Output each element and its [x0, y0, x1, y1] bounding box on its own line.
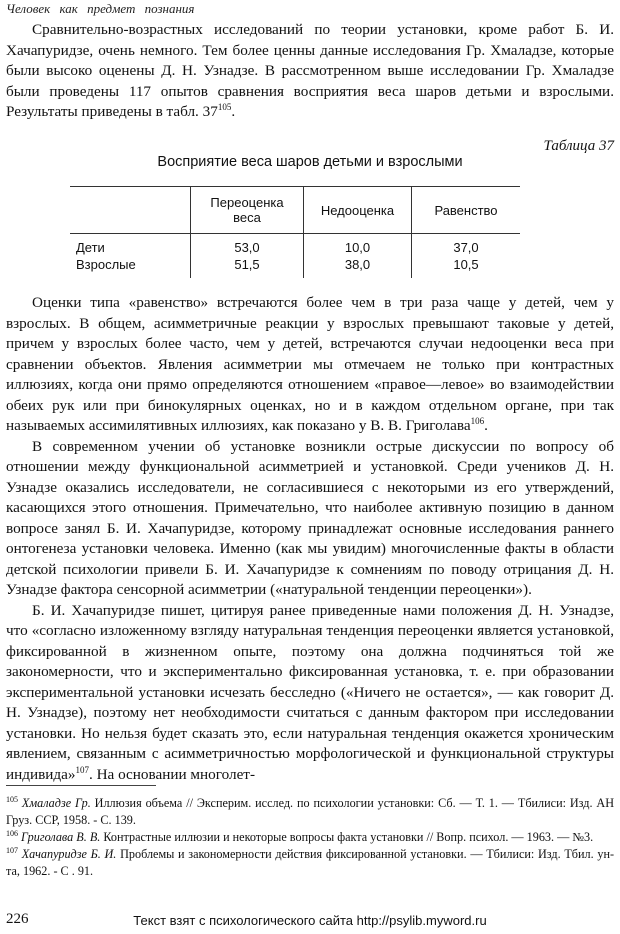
table-header-equality: Равенство — [412, 187, 521, 234]
footnote-ref-107[interactable]: 107 — [75, 764, 89, 775]
paragraph-1-text: Сравнительно-возрастных исследований по теории установки, кроме работ Б. И. Хачапуридзе, очень немного. Тем более ценны данные исследования Гр. Хмаладзе, которые были высоко оценены Д. Н. Узнадзе. В рассмотренном выше исследовании Гр. Хмаладзе были проведены 117 опытов сравнения восприятия веса шаров детьми и взрослыми. Результаты приведены в табл. 37 — [6, 21, 614, 120]
footnote-author: Хмаладзе Гр. — [21, 796, 91, 810]
footnote-107 — [6, 846, 614, 880]
table-header-underestimate: Недооценка — [304, 187, 412, 234]
footnote-106 — [6, 829, 614, 846]
main-text-block — [6, 293, 614, 785]
table-row-label: Взрослые — [76, 257, 136, 272]
table-caption: Восприятие веса шаров детьми и взрослыми — [157, 154, 463, 170]
paragraph-3-text: В современном учении об установке возникли острые дискуссии по вопросу об отношении между функциональной асимметрией и установкой. Среди учеников Д. Н. Узнадзе оказались исследователи, не согласившиеся с некоторыми из его утверждений, касающихся этого отношения. Примечательно, что наиболее активную позицию в данном вопросе занял Б. И. Хачапуридзе, которому принадлежат основные исследования раннего онтогенеза установки человека. Именно (как мы увидим) многочисленные факты в области детской психологии привели Б. И. Хачапуридзе к сомнениям по поводу отрицания Д. Н. Узнадзе фактора сенсорной асимметрии («натуральной тенденции переоценки»). — [6, 437, 614, 598]
footnote-author: Григолава В. В. — [21, 830, 101, 844]
paragraph-4 — [6, 601, 614, 786]
footnote-text: Контрастные иллюзии и некоторые вопросы факта установки // Вопр. психол. — 1963. — №3. — [103, 830, 594, 844]
paragraph-2-tail: . — [484, 417, 488, 434]
paragraph-1 — [6, 20, 614, 123]
table-cell: 10,5 — [412, 256, 521, 278]
footnote-ref-105[interactable]: 105 — [217, 102, 232, 112]
footnotes — [6, 795, 614, 880]
table-cell: 10,0 — [304, 234, 412, 257]
table-cell: 38,0 — [304, 256, 412, 278]
data-table — [70, 186, 520, 278]
table-cell: 37,0 — [412, 234, 521, 257]
footnote-text: Проблемы и закономерности действия фиксированной установки. — Тбилиси: Изд. Тбил. ун-та, 1962. - С . 91. — [6, 847, 615, 878]
page-number: 226 — [6, 911, 29, 927]
footnote-number: 105 — [6, 795, 18, 804]
paragraph-4-text: Б. И. Хачапуридзе пишет, цитируя ранее приведенные нами положения Д. Н. Узнадзе, что «согласно изложенному взгляду натуральная тенденция переоценки является установкой, фиксированной в жизненном опыте, поэтому она должна подчиняться той же закономерности, что и экспериментально фиксированная установка, т. е. при образовании экспериментальной установки исчезать бесследно («Ничего не остается», — как говорит Д. Н. Узнадзе), поэтому нет необходимости считаться с данным фактором при исследовании установки. Но нельзя будет сказать это, если натуральная тенденция окажется хроническим явлением, связанным с асимметричностью морфологической и функциональной структуры индивида» — [6, 601, 614, 783]
paragraph-1-tail: . — [231, 103, 236, 120]
table-label: Таблица 37 — [543, 138, 614, 154]
table-row-label: Дети — [76, 240, 105, 255]
paragraph-2 — [6, 293, 614, 437]
paragraph-3 — [6, 437, 614, 601]
table-cell: 53,0 — [191, 234, 304, 257]
footnote-number: 107 — [6, 846, 18, 855]
footnote-105 — [6, 795, 614, 829]
table-row — [70, 234, 520, 257]
table-cell: 51,5 — [191, 256, 304, 278]
footnote-divider — [6, 785, 156, 786]
table-row — [70, 256, 520, 278]
footnote-number: 106 — [6, 829, 18, 838]
footnote-author: Хачапуридзе Б. И. — [21, 847, 117, 861]
table-header-row — [70, 187, 520, 234]
paragraph-2-text: Оценки типа «равенство» встречаются более чем в три раза чаще у детей, чем у взрослых. В общем, асимметричные реакции у взрослых превышают таковые у детей, причем у взрослых более часто, чем у детей, встречаются случаи недооценки веса при сравнении объектов. Явления асимметрии мы отмечаем не только при контрастных иллюзиях, когда они прямо определяются отношением «правое—левое» во взаимодействии обеих рук или при бинокулярных оценках, но и в каждом отдельном органе, при так называемых ассимилятивных иллюзиях, как показано у В. В. Григолава — [6, 294, 614, 434]
running-head: Человек как предмет познания — [6, 1, 195, 16]
table-header-overestimate: Переоценка веса — [191, 187, 304, 234]
paragraph-4-tail: . На основании многолет- — [88, 765, 256, 783]
footer-source-link[interactable]: Текст взят с психологического сайта http://psylib.myword.ru — [133, 913, 487, 928]
footnote-ref-106[interactable]: 106 — [470, 416, 485, 426]
footnote-text: Иллюзия объема // Эксперим. исслед. по психологии установки: Сб. — Т. 1. — Тбилиси: Изд. АН Груз. ССР, 1958. - С. 139. — [6, 796, 615, 827]
table-header-stub — [70, 187, 191, 234]
